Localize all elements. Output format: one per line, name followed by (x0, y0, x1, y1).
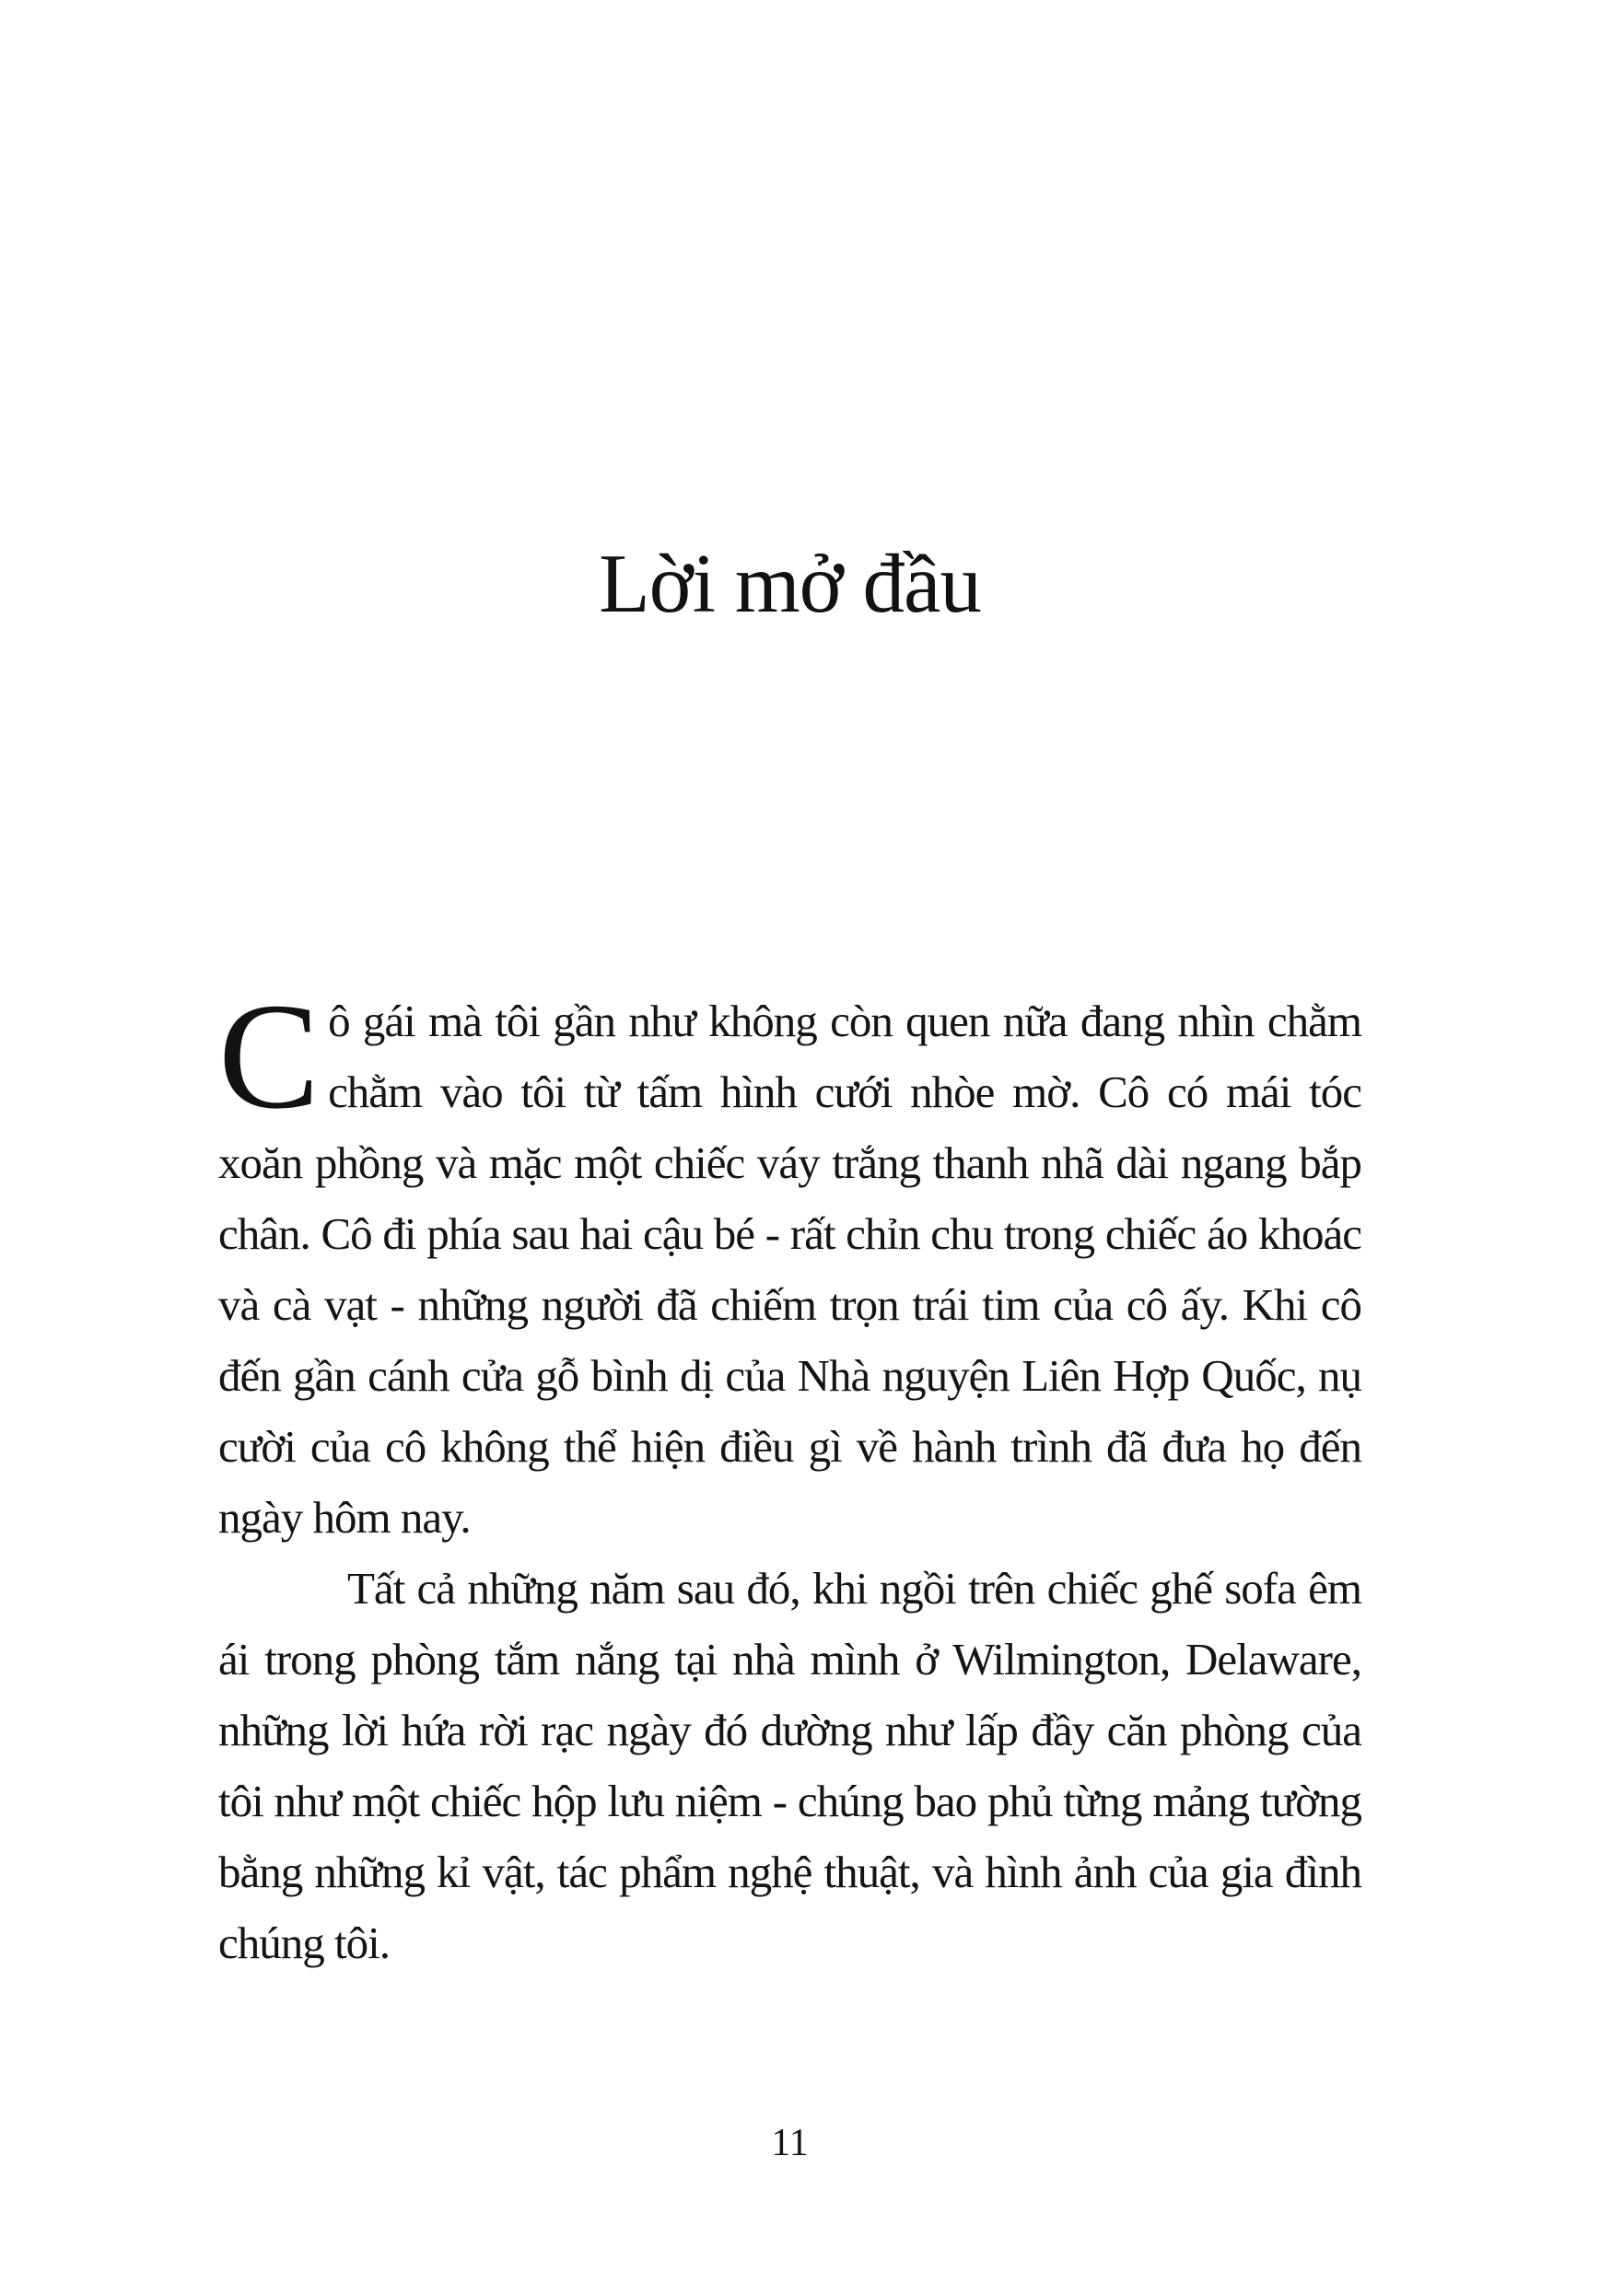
paragraph (218, 972, 1361, 1553)
paragraph: Tất cả những năm sau đó, khi ngồi trên chiếc ghế sofa êm ái trong phòng tắm nắng tại nhà mình ở Wilmington, Delaware, những lời hứa rời rạc ngày đó dường như lấp đầy căn phòng của tôi như một chiếc hộp lưu niệm - chúng bao phủ từng mảng tường bằng những kỉ vật, tác phẩm nghệ thuật, và hình ảnh của gia đình chúng tôi. (218, 1563, 1361, 1968)
drop-cap: C (218, 972, 321, 1140)
body-text (218, 972, 1361, 1978)
paragraph-text: ô gái mà tôi gần như không còn quen nữa đang nhìn chằm chằm vào tôi từ tấm hình cưới nhòe mờ. Cô có mái tóc xoăn phồng và mặc một chiếc váy trắng thanh nhã dài ngang bắp chân. Cô đi phía sau hai cậu bé - rất chỉn chu trong chiếc áo khoác và cà vạt - những người đã chiếm trọn trái tim của cô ấy. Khi cô đến gần cánh cửa gỗ bình dị của Nhà nguyện Liên Hợp Quốc, nụ cười của cô không thể hiện điều gì về hành trình đã đưa họ đến ngày hôm nay. (218, 996, 1361, 1543)
page-number: 11 (771, 2122, 809, 2164)
chapter-title: Lời mở đầu (599, 537, 981, 630)
